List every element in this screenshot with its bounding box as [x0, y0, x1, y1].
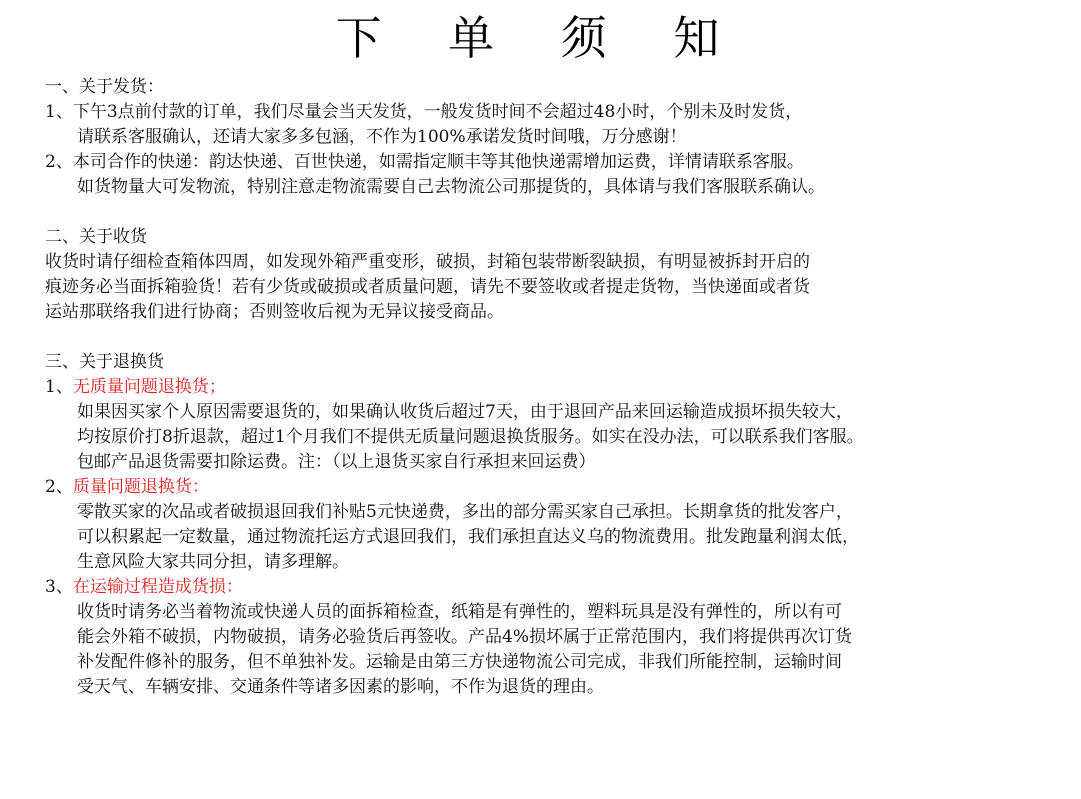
item2-title: 质量问题退换货： [72, 477, 209, 497]
section3-item3-line3: 补发配件修补的服务，但不单独补发。运输是由第三方快递物流公司完成，非我们所能控制，运输时间 [77, 652, 842, 672]
section3-item1-line1: 如果因买家个人原因需要退货的，如果确认收货后超过7天，由于退回产品来回运输造成损坏损失较大， [77, 402, 853, 422]
section3-item2-heading [45, 475, 1055, 500]
section1-item1-line1: 1、下午3点前付款的订单，我们尽量会当天发货，一般发货时间不会超过48小时，个别未及时发货， [45, 102, 803, 122]
section3-item2-line3: 生意风险大家共同分担，请多理解。 [77, 552, 349, 572]
section3-item3-heading [45, 575, 1055, 600]
section2-line2: 痕迹务必当面拆箱验货！若有少货或破损或者质量问题，请先不要签收或者提走货物，当快递面或者货 [45, 277, 810, 297]
page-title: 下 单 须 知 [335, 11, 746, 65]
spacer [45, 200, 1055, 225]
section3-item2-line1: 零散买家的次品或者破损退回我们补贴5元快递费，多出的部分需买家自己承担。长期拿货的批发客户， [77, 502, 853, 522]
section3-item3-line2: 能会外箱不破损，内物破损，请务必验货后再签收。产品4%损坏属于正常范围内，我们将提供再次订货 [77, 627, 852, 647]
section3-heading: 三、关于退换货 [45, 352, 164, 372]
item1-title: 无质量问题退换货； [72, 377, 226, 397]
item3-title: 在运输过程造成货损： [72, 577, 243, 597]
section3-item1-heading [45, 375, 1055, 400]
section2-heading: 二、关于收货 [45, 227, 147, 247]
item-number: 3、 [45, 577, 73, 597]
document-body [45, 75, 1055, 700]
section1-heading: 一、关于发货： [45, 77, 164, 97]
section1-item1-line2: 请联系客服确认，还请大家多多包涵，不作为100%承诺发货时间哦，万分感谢！ [77, 127, 687, 147]
section1-item2-line2: 如货物量大可发物流，特别注意走物流需要自己去物流公司那提货的，具体请与我们客服联系确认。 [77, 177, 825, 197]
section1-item2-line1: 2、本司合作的快递：韵达快递、百世快递，如需指定顺丰等其他快递需增加运费，详情请联系客服。 [45, 152, 804, 172]
item-number: 2、 [45, 477, 73, 497]
section3-item1-line3: 包邮产品退货需要扣除运费。注：（以上退货买家自行承担来回运费） [77, 452, 596, 472]
section2-line1: 收货时请仔细检查箱体四周，如发现外箱严重变形，破损，封箱包装带断裂缺损，有明显被拆封开启的 [45, 252, 810, 272]
section3-item3-line4: 受天气、车辆安排、交通条件等诸多因素的影响，不作为退货的理由。 [77, 677, 604, 697]
item-number: 1、 [45, 377, 73, 397]
section3-item1-line2: 均按原价打8折退款，超过1个月我们不提供无质量问题退换货服务。如实在没办法，可以联系我们客服。 [77, 427, 864, 447]
section3-item2-line2: 可以积累起一定数量，通过物流托运方式退回我们，我们承担直达义乌的物流费用。批发跑量利润太低， [77, 527, 859, 547]
spacer [45, 325, 1055, 350]
section3-item3-line1: 收货时请务必当着物流或快递人员的面拆箱检查，纸箱是有弹性的，塑料玩具是没有弹性的，所以有可 [77, 602, 842, 622]
section2-line3: 运站那联络我们进行协商；否则签收后视为无异议接受商品。 [45, 302, 504, 322]
